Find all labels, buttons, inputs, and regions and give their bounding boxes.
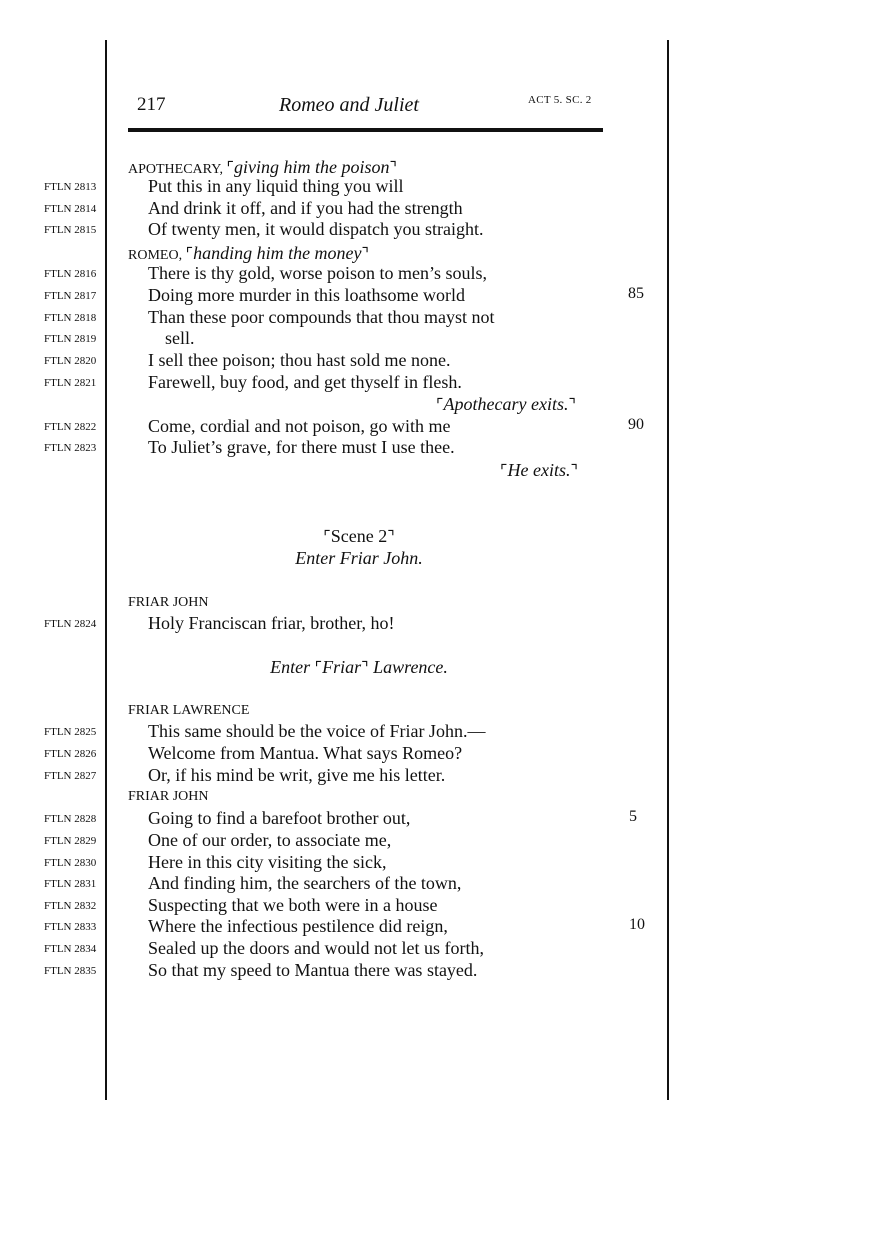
verse-line (0, 198, 880, 220)
running-title: Romeo and Juliet (279, 94, 419, 116)
entrance-direction: Enter ⌜Friar⌝ Lawrence. (270, 657, 448, 677)
speaker-line: APOTHECARY, ⌜giving him the poison⌝ (128, 157, 398, 177)
ftln-number: FTLN 2831 (44, 878, 97, 890)
ftln-number: FTLN 2816 (44, 268, 97, 280)
ftln-number: FTLN 2818 (44, 312, 97, 324)
verse-line (0, 613, 880, 635)
line-text: Than these poor compounds that thou mayst not (148, 307, 495, 327)
ftln-number: FTLN 2820 (44, 355, 97, 367)
speaker-name: FRIAR JOHN (128, 595, 209, 610)
line-text: Suspecting that we both were in a house (148, 895, 438, 915)
page-number: 217 (137, 94, 166, 115)
ftln-number: FTLN 2813 (44, 181, 97, 193)
ftln-number: FTLN 2828 (44, 813, 97, 825)
line-text: Where the infectious pestilence did reign, (148, 916, 448, 936)
act-scene-label: ACT 5. SC. 2 (528, 94, 592, 106)
line-text: And finding him, the searchers of the town, (148, 873, 462, 893)
line-number: 90 (628, 416, 644, 433)
verse-line (0, 437, 880, 459)
line-text: Of twenty men, it would dispatch you straight. (148, 219, 484, 239)
ftln-number: FTLN 2815 (44, 224, 97, 236)
speaker-line (0, 593, 880, 615)
exit-direction: ⌜Apothecary exits.⌝ (436, 394, 576, 414)
stage-direction: ⌜handing him the money⌝ (185, 243, 370, 263)
speaker-name: FRIAR LAWRENCE (128, 703, 250, 718)
line-text: Come, cordial and not poison, go with me (148, 416, 451, 436)
speaker-name: ROMEO (128, 248, 179, 263)
line-number: 10 (629, 916, 645, 933)
ftln-number: FTLN 2821 (44, 377, 97, 389)
verse-line (0, 372, 880, 394)
ftln-number: FTLN 2827 (44, 770, 97, 782)
ftln-number: FTLN 2817 (44, 290, 97, 302)
verse-line (0, 307, 880, 329)
line-text: Sealed up the doors and would not let us forth, (148, 938, 484, 958)
ftln-number: FTLN 2824 (44, 618, 97, 630)
verse-line (0, 895, 880, 917)
verse-line (0, 176, 880, 198)
stage-direction-line (0, 394, 880, 416)
verse-line (0, 328, 880, 350)
line-text: Farewell, buy food, and get thyself in flesh. (148, 372, 462, 392)
ftln-number: FTLN 2823 (44, 442, 97, 454)
scene-heading: ⌜Scene 2⌝ (323, 526, 395, 546)
header-rule (128, 128, 603, 132)
ftln-number: FTLN 2819 (44, 333, 97, 345)
speaker-name: APOTHECARY (128, 162, 220, 177)
speaker-line (0, 701, 880, 723)
verse-line (0, 808, 880, 830)
verse-line (0, 721, 880, 743)
verse-line (0, 219, 880, 241)
line-text: Put this in any liquid thing you will (148, 176, 404, 196)
ftln-number: FTLN 2834 (44, 943, 97, 955)
stage-direction: ⌜giving him the poison⌝ (226, 157, 398, 177)
speaker-line (0, 787, 880, 809)
verse-line (0, 743, 880, 765)
verse-line (0, 852, 880, 874)
line-text: Doing more murder in this loathsome world (148, 285, 465, 305)
verse-line (0, 830, 880, 852)
verse-line (0, 960, 880, 982)
line-text: Welcome from Mantua. What says Romeo? (148, 743, 463, 763)
verse-line (0, 285, 880, 307)
line-number: 85 (628, 285, 644, 302)
verse-line (0, 916, 880, 938)
speaker-name: FRIAR JOHN (128, 789, 209, 804)
verse-line (0, 416, 880, 438)
verse-line (0, 873, 880, 895)
line-text: And drink it off, and if you had the strength (148, 198, 463, 218)
ftln-number: FTLN 2826 (44, 748, 97, 760)
ftln-number: FTLN 2822 (44, 421, 97, 433)
ftln-number: FTLN 2829 (44, 835, 97, 847)
line-text: To Juliet’s grave, for there must I use thee. (148, 437, 455, 457)
line-text: I sell thee poison; thou hast sold me none. (148, 350, 451, 370)
speaker-line: ROMEO, ⌜handing him the money⌝ (128, 243, 370, 263)
stage-direction-line (0, 460, 880, 482)
line-text: Going to find a barefoot brother out, (148, 808, 411, 828)
ftln-number: FTLN 2832 (44, 900, 97, 912)
line-text: There is thy gold, worse poison to men’s souls, (148, 263, 487, 283)
ftln-number: FTLN 2830 (44, 857, 97, 869)
line-text: One of our order, to associate me, (148, 830, 392, 850)
line-text: Here in this city visiting the sick, (148, 852, 387, 872)
ftln-number: FTLN 2825 (44, 726, 97, 738)
exit-direction: ⌜He exits.⌝ (500, 460, 578, 480)
ftln-number: FTLN 2814 (44, 203, 97, 215)
line-text: Holy Franciscan friar, brother, ho! (148, 613, 395, 633)
verse-line (0, 765, 880, 787)
verse-line (0, 350, 880, 372)
ftln-number: FTLN 2833 (44, 921, 97, 933)
verse-line (0, 938, 880, 960)
line-text: So that my speed to Mantua there was stayed. (148, 960, 478, 980)
line-text: Or, if his mind be writ, give me his letter. (148, 765, 446, 785)
ftln-number: FTLN 2835 (44, 965, 97, 977)
verse-line (0, 263, 880, 285)
line-text: This same should be the voice of Friar John.— (148, 721, 486, 741)
entrance-direction: Enter Friar John. (295, 548, 423, 568)
line-number: 5 (629, 808, 637, 825)
line-text: sell. (165, 328, 195, 348)
